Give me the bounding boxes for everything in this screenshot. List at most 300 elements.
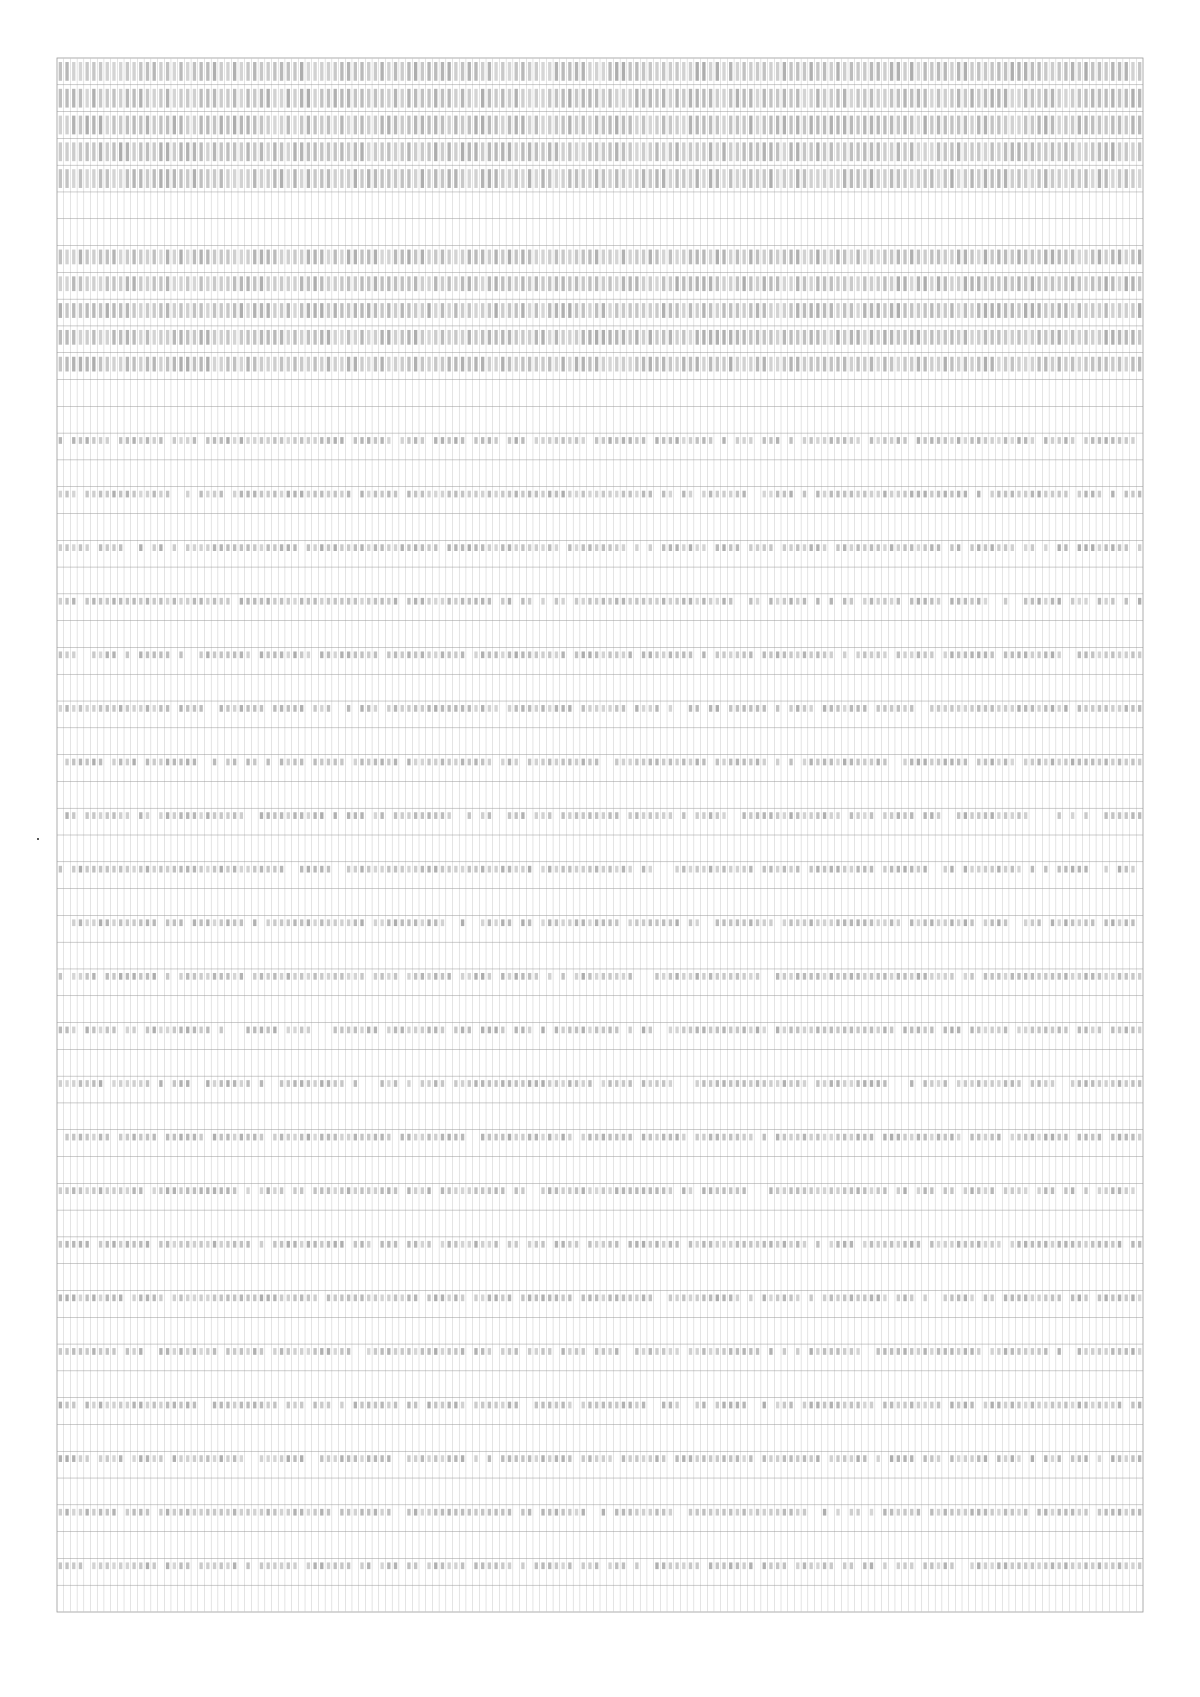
cell-mark (675, 1027, 678, 1034)
cell-mark (1044, 437, 1047, 444)
cell-mark (1131, 303, 1134, 318)
cell-mark (85, 1134, 88, 1141)
cell-mark (716, 1134, 719, 1141)
cell-mark (930, 169, 933, 188)
cell-mark (669, 437, 672, 444)
cell-mark (1058, 919, 1061, 926)
cell-mark (1118, 919, 1121, 926)
cell-mark (897, 1348, 900, 1355)
cell-mark (903, 437, 906, 444)
cell-mark (990, 1295, 993, 1302)
cell-mark (474, 169, 477, 188)
cell-mark (220, 1509, 223, 1516)
cell-mark (374, 491, 377, 498)
cell-mark (984, 303, 987, 318)
cell-mark (709, 330, 712, 345)
cell-mark (421, 866, 424, 873)
cell-mark (313, 142, 316, 161)
cell-mark (883, 812, 886, 819)
cell-mark (99, 1562, 102, 1569)
cell-mark (186, 1241, 189, 1248)
cell-mark (414, 330, 417, 345)
cell-mark (836, 1348, 839, 1355)
cell-mark (628, 357, 631, 372)
cell-mark (434, 651, 437, 658)
cell-mark (354, 544, 357, 551)
cell-mark (863, 1562, 866, 1569)
cell-mark (649, 919, 652, 926)
cell-mark (266, 330, 269, 345)
cell-mark (548, 303, 551, 318)
cell-mark (99, 1455, 102, 1462)
cell-mark (488, 1455, 491, 1462)
cell-mark (689, 437, 692, 444)
cell-mark (119, 169, 122, 188)
cell-mark (447, 1187, 450, 1194)
cell-mark (742, 919, 745, 926)
cell-mark (877, 276, 880, 291)
cell-mark (830, 169, 833, 188)
cell-mark (320, 544, 323, 551)
cell-mark (126, 1187, 129, 1194)
cell-mark (816, 598, 819, 605)
cell-mark (414, 357, 417, 372)
cell-mark (166, 1241, 169, 1248)
cell-mark (79, 357, 82, 372)
cell-mark (622, 1187, 625, 1194)
cell-mark (836, 303, 839, 318)
cell-mark (132, 491, 135, 498)
cell-mark (488, 357, 491, 372)
cell-mark (950, 1187, 953, 1194)
cell-mark (742, 1134, 745, 1141)
cell-mark (1118, 250, 1121, 265)
cell-mark (877, 1348, 880, 1355)
cell-mark (984, 544, 987, 551)
cell-mark (72, 705, 75, 712)
cell-mark (736, 1241, 739, 1248)
cell-mark (193, 62, 196, 81)
cell-mark (347, 1455, 350, 1462)
cell-mark (112, 651, 115, 658)
cell-mark (441, 250, 444, 265)
cell-mark (1064, 759, 1067, 766)
cell-mark (716, 651, 719, 658)
cell-mark (334, 357, 337, 372)
cell-mark (1044, 276, 1047, 291)
cell-mark (863, 62, 866, 81)
cell-mark (749, 142, 752, 161)
cell-mark (548, 1134, 551, 1141)
cell-mark (72, 1080, 75, 1087)
cell-mark (535, 142, 538, 161)
cell-mark (803, 250, 806, 265)
cell-mark (340, 276, 343, 291)
cell-mark (179, 250, 182, 265)
cell-mark (280, 437, 283, 444)
cell-mark (1011, 1295, 1014, 1302)
cell-mark (1111, 276, 1114, 291)
cell-mark (481, 1562, 484, 1569)
cell-mark (273, 250, 276, 265)
cell-mark (575, 89, 578, 108)
cell-mark (1098, 1187, 1101, 1194)
cell-mark (796, 1241, 799, 1248)
cell-mark (568, 1187, 571, 1194)
cell-mark (1084, 142, 1087, 161)
cell-mark (1098, 1134, 1101, 1141)
cell-mark (1098, 1080, 1101, 1087)
cell-mark (1104, 276, 1107, 291)
cell-mark (253, 169, 256, 188)
cell-mark (1011, 250, 1014, 265)
cell-mark (1044, 169, 1047, 188)
cell-mark (59, 544, 62, 551)
cell-mark (588, 1295, 591, 1302)
cell-mark (521, 276, 524, 291)
cell-mark (1031, 1348, 1034, 1355)
cell-mark (1011, 1455, 1014, 1462)
cell-mark (1024, 142, 1027, 161)
cell-mark (287, 1080, 290, 1087)
cell-mark (1051, 1402, 1054, 1409)
cell-mark (206, 357, 209, 372)
cell-mark (1024, 973, 1027, 980)
cell-mark (126, 116, 129, 135)
cell-mark (1084, 1187, 1087, 1194)
cell-mark (816, 759, 819, 766)
cell-mark (642, 250, 645, 265)
cell-mark (1138, 1509, 1141, 1516)
cell-mark (173, 330, 176, 345)
cell-mark (494, 1562, 497, 1569)
cell-mark (1064, 1562, 1067, 1569)
cell-mark (508, 1348, 511, 1355)
cell-mark (515, 759, 518, 766)
cell-mark (474, 1562, 477, 1569)
cell-mark (561, 973, 564, 980)
cell-mark (313, 303, 316, 318)
cell-mark (72, 973, 75, 980)
cell-mark (159, 1027, 162, 1034)
cell-mark (1058, 1348, 1061, 1355)
cell-mark (649, 598, 652, 605)
cell-mark (179, 705, 182, 712)
cell-mark (99, 1134, 102, 1141)
cell-mark (1091, 357, 1094, 372)
cell-mark (72, 89, 75, 108)
cell-mark (327, 142, 330, 161)
cell-mark (481, 142, 484, 161)
cell-mark (447, 491, 450, 498)
cell-mark (749, 651, 752, 658)
cell-mark (689, 598, 692, 605)
cell-mark (595, 759, 598, 766)
cell-mark (789, 919, 792, 926)
cell-mark (79, 1187, 82, 1194)
cell-mark (434, 1080, 437, 1087)
cell-mark (65, 544, 68, 551)
cell-mark (823, 330, 826, 345)
cell-mark (628, 491, 631, 498)
cell-mark (1031, 1241, 1034, 1248)
cell-mark (266, 866, 269, 873)
cell-mark (441, 116, 444, 135)
cell-mark (836, 142, 839, 161)
cell-mark (334, 491, 337, 498)
cell-mark (649, 1295, 652, 1302)
cell-mark (615, 973, 618, 980)
cell-mark (334, 544, 337, 551)
cell-mark (897, 1295, 900, 1302)
cell-mark (380, 1187, 383, 1194)
cell-mark (1017, 866, 1020, 873)
cell-mark (360, 116, 363, 135)
cell-mark (561, 357, 564, 372)
cell-mark (1004, 1509, 1007, 1516)
cell-mark (669, 1241, 672, 1248)
cell-mark (226, 1348, 229, 1355)
cell-mark (340, 62, 343, 81)
cell-mark (984, 1402, 987, 1409)
cell-mark (595, 491, 598, 498)
cell-mark (977, 1455, 980, 1462)
cell-mark (561, 705, 564, 712)
cell-mark (360, 544, 363, 551)
cell-mark (883, 169, 886, 188)
cell-mark (327, 1295, 330, 1302)
cell-mark (897, 973, 900, 980)
cell-mark (72, 437, 75, 444)
cell-mark (166, 142, 169, 161)
cell-mark (233, 142, 236, 161)
cell-mark (287, 62, 290, 81)
cell-mark (937, 116, 940, 135)
cell-mark (293, 1241, 296, 1248)
cell-mark (990, 812, 993, 819)
cell-mark (173, 357, 176, 372)
cell-mark (1071, 276, 1074, 291)
cell-mark (870, 651, 873, 658)
cell-mark (153, 491, 156, 498)
cell-mark (199, 357, 202, 372)
cell-mark (930, 759, 933, 766)
cell-mark (179, 1080, 182, 1087)
cell-mark (937, 276, 940, 291)
cell-mark (863, 919, 866, 926)
cell-mark (427, 1562, 430, 1569)
cell-mark (843, 598, 846, 605)
cell-mark (595, 1455, 598, 1462)
cell-mark (1004, 357, 1007, 372)
cell-mark (568, 1402, 571, 1409)
cell-mark (655, 973, 658, 980)
cell-mark (246, 1187, 249, 1194)
cell-mark (830, 1348, 833, 1355)
cell-mark (843, 142, 846, 161)
cell-mark (890, 973, 893, 980)
cell-mark (923, 276, 926, 291)
cell-mark (635, 1187, 638, 1194)
cell-mark (555, 1134, 558, 1141)
cell-mark (595, 1348, 598, 1355)
cell-mark (1011, 1402, 1014, 1409)
cell-mark (736, 705, 739, 712)
cell-mark (964, 250, 967, 265)
cell-mark (1098, 357, 1101, 372)
cell-mark (246, 357, 249, 372)
cell-mark (870, 759, 873, 766)
cell-mark (521, 544, 524, 551)
cell-mark (253, 598, 256, 605)
cell-mark (407, 1027, 410, 1034)
cell-mark (830, 1187, 833, 1194)
cell-mark (287, 598, 290, 605)
cell-mark (970, 1455, 973, 1462)
cell-mark (1031, 866, 1034, 873)
cell-mark (253, 544, 256, 551)
cell-mark (139, 544, 142, 551)
cell-mark (830, 250, 833, 265)
cell-mark (622, 973, 625, 980)
cell-mark (689, 303, 692, 318)
cell-mark (608, 544, 611, 551)
cell-mark (535, 1455, 538, 1462)
cell-mark (803, 1027, 806, 1034)
cell-mark (186, 357, 189, 372)
cell-mark (1071, 1562, 1074, 1569)
cell-mark (146, 812, 149, 819)
cell-mark (92, 1134, 95, 1141)
cell-mark (990, 303, 993, 318)
cell-mark (421, 89, 424, 108)
cell-mark (796, 1562, 799, 1569)
cell-mark (1011, 1348, 1014, 1355)
cell-mark (233, 1509, 236, 1516)
cell-mark (696, 1295, 699, 1302)
cell-mark (622, 330, 625, 345)
cell-mark (642, 62, 645, 81)
cell-mark (85, 437, 88, 444)
cell-mark (890, 919, 893, 926)
cell-mark (327, 919, 330, 926)
cell-mark (990, 62, 993, 81)
cell-mark (65, 1562, 68, 1569)
cell-mark (649, 250, 652, 265)
cell-mark (1037, 1187, 1040, 1194)
cell-mark (186, 142, 189, 161)
cell-mark (970, 1187, 973, 1194)
cell-mark (957, 491, 960, 498)
cell-mark (608, 330, 611, 345)
cell-mark (1031, 169, 1034, 188)
cell-mark (233, 357, 236, 372)
cell-mark (521, 357, 524, 372)
cell-mark (387, 1080, 390, 1087)
cell-mark (434, 1455, 437, 1462)
cell-mark (501, 1509, 504, 1516)
cell-mark (233, 330, 236, 345)
cell-mark (92, 651, 95, 658)
cell-mark (213, 1348, 216, 1355)
cell-mark (287, 1295, 290, 1302)
cell-mark (850, 491, 853, 498)
cell-mark (1071, 1187, 1074, 1194)
cell-mark (635, 142, 638, 161)
cell-mark (307, 116, 310, 135)
cell-mark (515, 491, 518, 498)
cell-mark (340, 89, 343, 108)
cell-mark (360, 330, 363, 345)
cell-mark (548, 116, 551, 135)
cell-mark (809, 357, 812, 372)
cell-mark (166, 250, 169, 265)
cell-mark (749, 1241, 752, 1248)
cell-mark (300, 250, 303, 265)
cell-mark (427, 1080, 430, 1087)
cell-mark (474, 973, 477, 980)
cell-mark (85, 1241, 88, 1248)
cell-mark (179, 437, 182, 444)
cell-mark (944, 1509, 947, 1516)
cell-mark (199, 1241, 202, 1248)
cell-mark (809, 919, 812, 926)
cell-mark (937, 919, 940, 926)
cell-mark (836, 866, 839, 873)
cell-mark (883, 303, 886, 318)
cell-mark (340, 1455, 343, 1462)
cell-mark (742, 1402, 745, 1409)
cell-mark (870, 437, 873, 444)
cell-mark (870, 1295, 873, 1302)
cell-mark (856, 1027, 859, 1034)
cell-mark (1044, 1241, 1047, 1248)
cell-mark (548, 544, 551, 551)
cell-mark (166, 89, 169, 108)
cell-mark (830, 866, 833, 873)
cell-mark (387, 1455, 390, 1462)
cell-mark (179, 598, 182, 605)
cell-mark (1031, 357, 1034, 372)
cell-mark (240, 1348, 243, 1355)
cell-mark (153, 544, 156, 551)
cell-mark (776, 1187, 779, 1194)
cell-mark (501, 1295, 504, 1302)
cell-mark (441, 89, 444, 108)
cell-mark (280, 1348, 283, 1355)
cell-mark (1011, 705, 1014, 712)
cell-mark (669, 142, 672, 161)
cell-mark (575, 544, 578, 551)
cell-mark (535, 1295, 538, 1302)
cell-mark (246, 276, 249, 291)
cell-mark (173, 1241, 176, 1248)
cell-mark (588, 1455, 591, 1462)
cell-mark (515, 62, 518, 81)
cell-mark (515, 1348, 518, 1355)
cell-mark (1078, 1455, 1081, 1462)
cell-mark (910, 116, 913, 135)
cell-mark (1131, 62, 1134, 81)
cell-mark (474, 598, 477, 605)
cell-mark (380, 544, 383, 551)
cell-mark (803, 1134, 806, 1141)
cell-mark (736, 330, 739, 345)
cell-mark (79, 759, 82, 766)
cell-mark (803, 62, 806, 81)
cell-mark (1078, 919, 1081, 926)
cell-mark (474, 142, 477, 161)
